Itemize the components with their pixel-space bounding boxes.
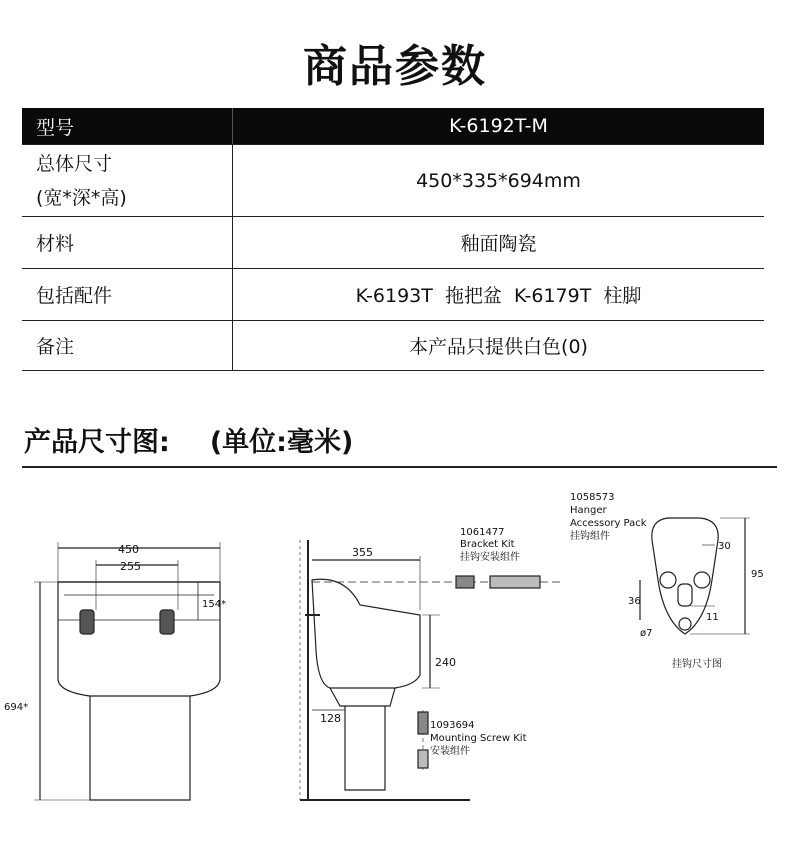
spec-key: 备注 (22, 321, 233, 371)
spec-key-line: 总体尺寸 (36, 152, 113, 175)
spec-row (22, 145, 764, 217)
part-code: 1061477 (460, 527, 505, 538)
dim-label: 240 (435, 656, 456, 669)
spec-key: 材料 (22, 217, 233, 269)
dim-label: 30 (718, 541, 731, 552)
dim-label: 36 (628, 596, 641, 607)
section-heading (24, 420, 353, 459)
dim-label: 694* (4, 702, 29, 713)
dim-label: 355 (352, 546, 373, 559)
part-code: 1093694 (430, 720, 475, 731)
part-name: Accessory Pack (570, 518, 647, 529)
hanger-view (640, 518, 750, 634)
spec-row (22, 217, 764, 269)
spec-value: 本产品只提供白色(0) (233, 321, 765, 371)
dim-label: 154* (202, 599, 227, 610)
section-unit: (单位:毫米) (209, 427, 354, 458)
spec-key (22, 145, 233, 217)
spec-value: 450*335*694mm (233, 145, 765, 217)
page-title: 商品参数 (303, 41, 487, 92)
spec-row (22, 269, 764, 321)
dimension-drawing (0, 470, 790, 853)
spec-table (22, 108, 764, 371)
part-name-cn: 挂钩安装组件 (460, 552, 520, 563)
section-divider (22, 466, 777, 468)
spec-value: K-6193T 拖把盆 K-6179T 柱脚 (233, 269, 765, 321)
spec-value: K-6192T-M (233, 108, 765, 145)
part-name: Bracket Kit (460, 539, 515, 550)
spec-key: 包括配件 (22, 269, 233, 321)
spec-header-row (22, 108, 764, 145)
dim-label: 11 (706, 612, 719, 623)
part-name-cn: 安装组件 (430, 746, 470, 757)
spec-value: 釉面陶瓷 (233, 217, 765, 269)
spec-key-line: (宽*深*高) (36, 186, 127, 209)
spec-key: 型号 (22, 108, 233, 145)
side-view (300, 540, 560, 800)
part-name: Hanger (570, 505, 607, 516)
dim-label: ø7 (640, 628, 653, 639)
spec-row (22, 321, 764, 371)
dim-label: 255 (120, 560, 141, 573)
drawing-caption: 挂钩尺寸图 (672, 659, 722, 670)
part-name: Mounting Screw Kit (430, 733, 527, 744)
dim-label: 128 (320, 712, 341, 725)
part-name-cn: 挂钩组件 (570, 531, 610, 542)
front-view (34, 542, 220, 800)
part-code: 1058573 (570, 492, 615, 503)
dim-label: 95 (751, 569, 764, 580)
dim-label: 450 (118, 543, 139, 556)
section-title: 产品尺寸图: (24, 427, 170, 458)
